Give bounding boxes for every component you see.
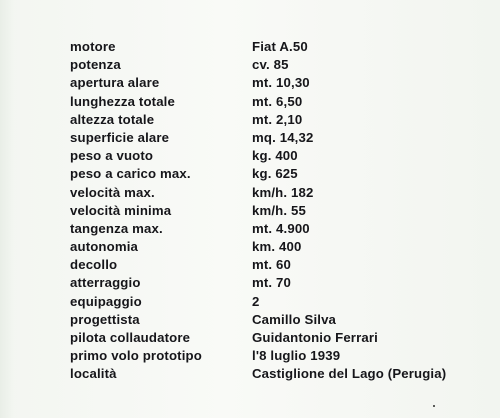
spec-label: atterraggio (70, 275, 141, 291)
spec-row-peso-a-vuoto (70, 147, 490, 165)
spec-row-tangenza-max (70, 220, 490, 238)
spec-value: Camillo Silva (252, 311, 337, 327)
spec-label: tangenza max. (70, 220, 163, 236)
spec-label: lunghezza totale (70, 93, 175, 109)
spec-value: kg. 400 (252, 148, 298, 164)
spec-row-altezza-totale (70, 111, 490, 129)
spec-value: mq. 14,32 (252, 129, 314, 145)
spec-label: equipaggio (70, 293, 142, 309)
spec-row-autonomia (70, 238, 490, 256)
spec-value: mt. 2,10 (252, 111, 303, 127)
spec-label: decollo (70, 257, 118, 273)
spec-row-apertura-alare (70, 74, 490, 92)
spec-row-potenza (70, 56, 490, 74)
spec-row-velocita-minima (70, 202, 490, 220)
spec-row-lunghezza-totale (70, 93, 490, 111)
spec-value: l'8 luglio 1939 (252, 348, 341, 364)
print-speck (433, 405, 435, 407)
spec-value: cv. 85 (252, 57, 289, 73)
spec-row-atterraggio (70, 274, 490, 292)
spec-row-decollo (70, 256, 490, 274)
spec-row-progettista (70, 311, 490, 329)
spec-label: primo volo prototipo (70, 348, 202, 364)
spec-value: mt. 4.900 (252, 220, 310, 236)
spec-label: motore (70, 39, 116, 54)
spec-value: mt. 70 (252, 275, 292, 291)
spec-label: potenza (70, 57, 121, 73)
spec-value: Guidantonio Ferrari (252, 330, 378, 345)
spec-value: mt. 6,50 (252, 93, 303, 109)
spec-row-primo-volo-prototipo (70, 347, 490, 365)
spec-label: pilota collaudatore (70, 330, 191, 345)
spec-label: superficie alare (70, 129, 170, 145)
spec-value: 2 (252, 293, 260, 309)
spec-label: autonomia (70, 239, 139, 255)
spec-label: altezza totale (70, 111, 155, 127)
spec-label: peso a carico max. (70, 166, 191, 182)
spec-value: mt. 10,30 (252, 75, 310, 91)
specification-list (70, 38, 490, 384)
spec-label: apertura alare (70, 75, 160, 91)
spec-value: km. 400 (252, 239, 302, 255)
spec-value: km/h. 182 (252, 184, 314, 200)
spec-label: località (70, 366, 117, 382)
spec-row-peso-a-carico-max (70, 165, 490, 183)
spec-value: mt. 60 (252, 257, 292, 273)
spec-value: kg. 625 (252, 166, 298, 182)
spec-row-localita (70, 365, 490, 383)
spec-label: velocità minima (70, 202, 172, 218)
spec-label: velocità max. (70, 184, 155, 200)
spec-value: km/h. 55 (252, 202, 306, 218)
spec-row-pilota-collaudatore (70, 329, 490, 347)
spec-row-equipaggio (70, 293, 490, 311)
spec-label: peso a vuoto (70, 148, 154, 164)
spec-value: Castiglione del Lago (Perugia) (252, 366, 447, 382)
spec-row-velocita-max (70, 184, 490, 202)
spec-row-superficie-alare (70, 129, 490, 147)
page-edge-shadow (0, 0, 14, 418)
spec-row-motore (70, 38, 490, 56)
spec-label: progettista (70, 311, 140, 327)
spec-value: Fiat A.50 (252, 39, 308, 54)
